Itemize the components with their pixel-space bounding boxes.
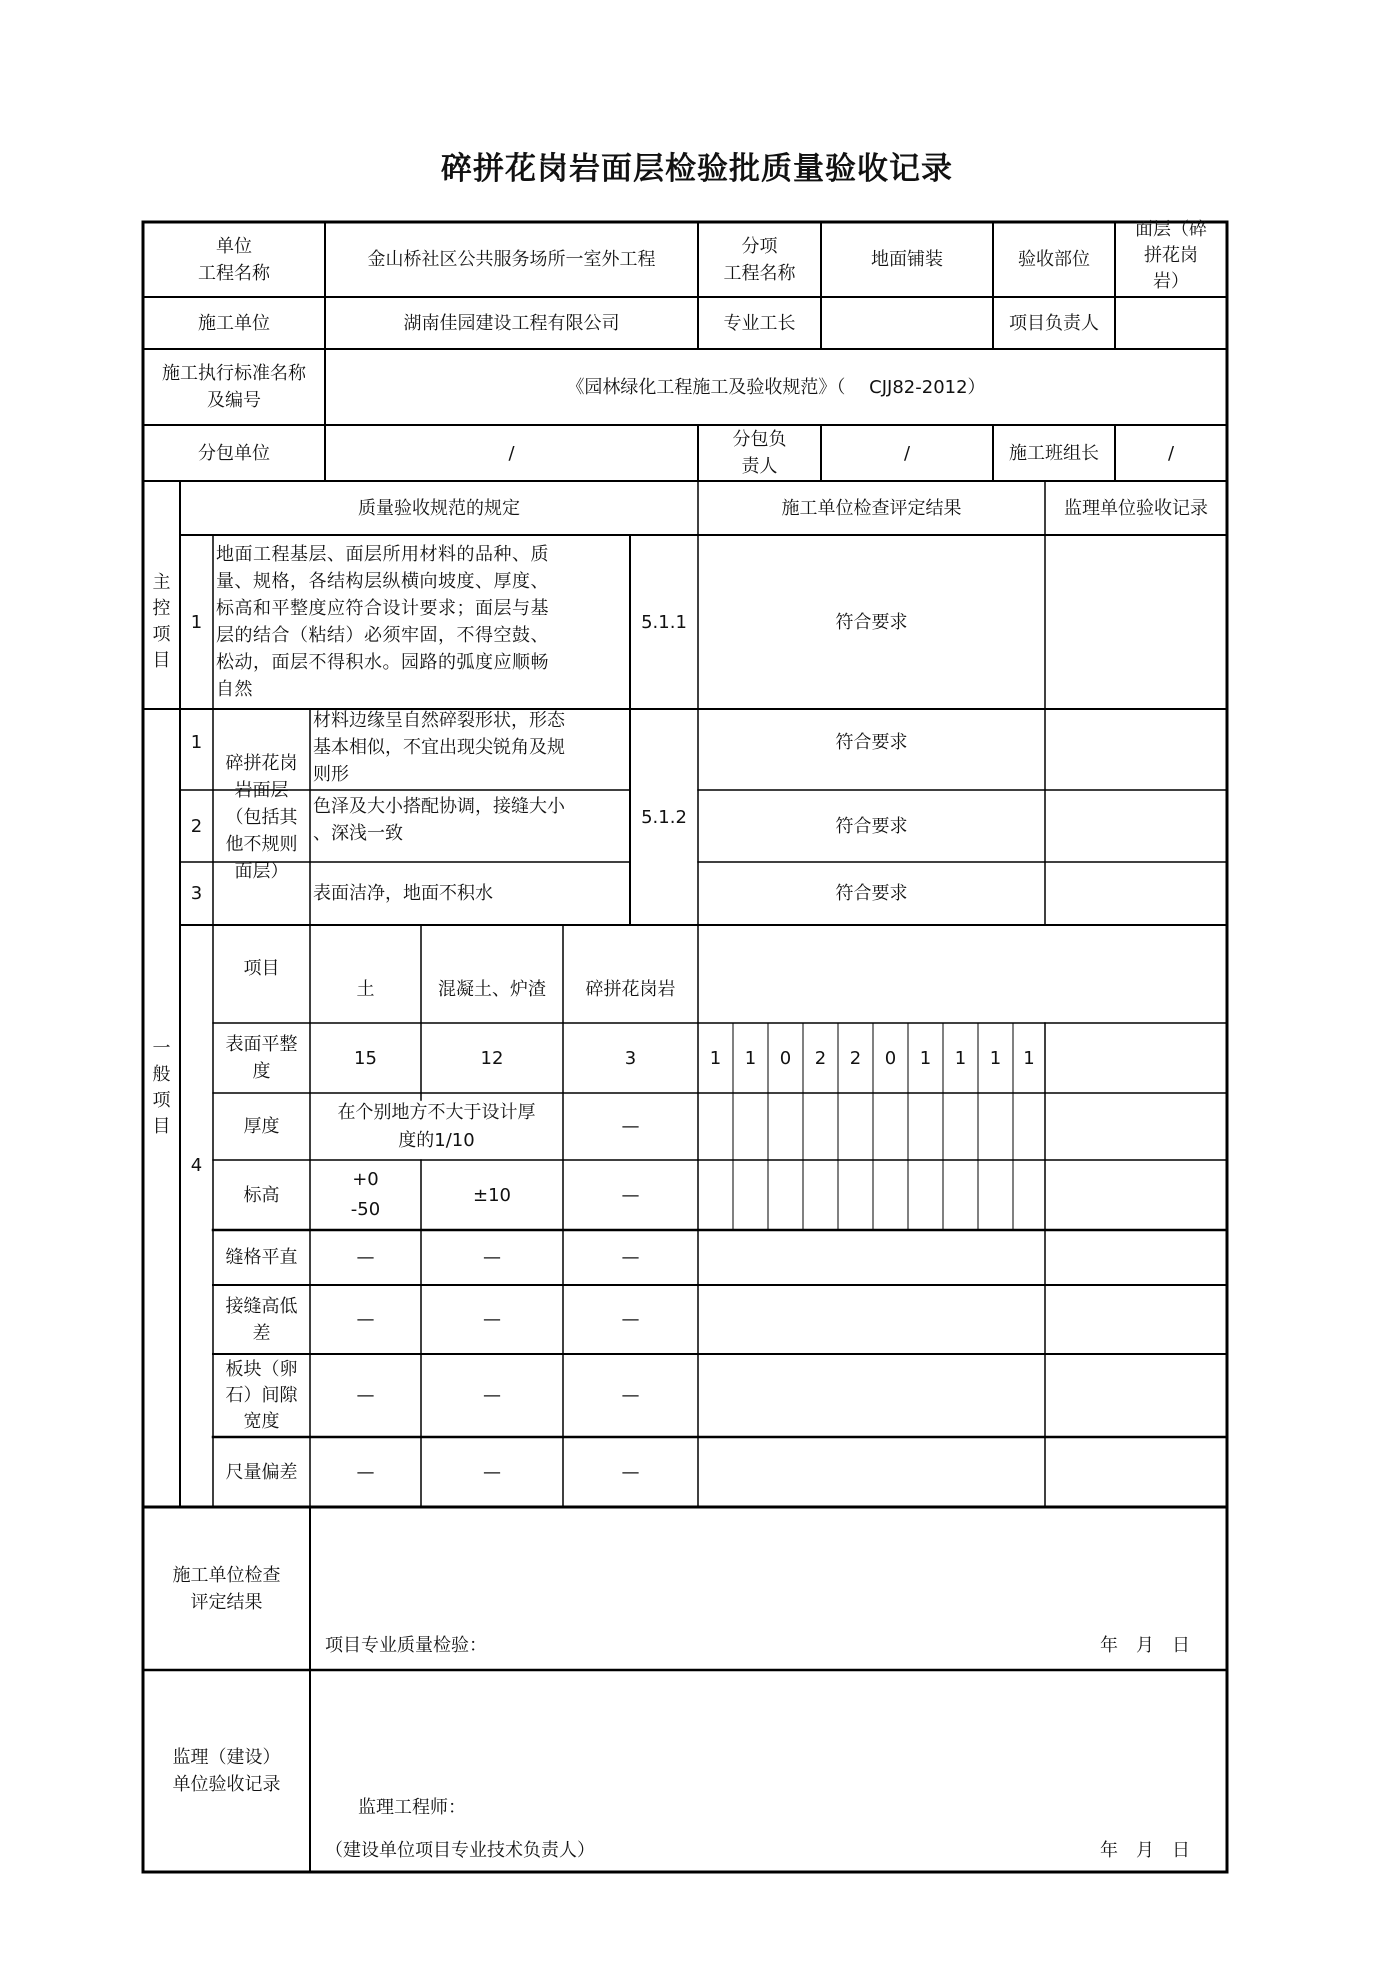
deviation-row-name: 标高 <box>243 1184 280 1206</box>
deviation-header-item: 项目 <box>243 958 280 979</box>
deviation-granite-value: — <box>621 1309 640 1330</box>
general-item-result: 符合要求 <box>835 815 908 837</box>
measurement-value: 1 <box>1023 1047 1035 1069</box>
spec-header: 质量验收规范的规定 <box>358 497 520 519</box>
deviation-row-name: 缝格平直 <box>225 1247 298 1268</box>
subcontractor-responsible-label: 分包负 责人 <box>732 429 787 477</box>
deviation-row-name: 尺量偏差 <box>225 1461 298 1483</box>
general-item-no: 2 <box>190 815 203 837</box>
deviation-header-soil: 土 <box>356 979 375 1000</box>
main-control-label: 主 控 项 目 <box>152 572 171 671</box>
project-manager-value <box>1115 297 1227 349</box>
owner-technical-lead-label: （建设单位项目专业技术负责人） <box>325 1839 595 1861</box>
deviation-granite-value: — <box>621 1461 640 1483</box>
deviation-granite-value: — <box>621 1116 640 1137</box>
measurement-value: 0 <box>884 1047 897 1069</box>
deviation-row-name: 厚度 <box>243 1116 280 1137</box>
team-leader-label: 施工班组长 <box>1009 442 1099 464</box>
deviation-row-name: 表面平整 度 <box>225 1034 298 1082</box>
measurement-value: 1 <box>989 1047 1002 1069</box>
measurement-value: 2 <box>849 1047 862 1069</box>
project-manager-label: 项目负责人 <box>1009 312 1099 334</box>
standard-label: 施工执行标准名称 及编号 <box>162 363 306 411</box>
supervising-engineer-label: 监理工程师： <box>358 1796 466 1818</box>
deviation-soil-value: — <box>356 1309 375 1330</box>
foreman-label: 专业工长 <box>723 312 796 334</box>
contractor-value: 湖南佳园建设工程有限公司 <box>403 312 620 334</box>
general-clause: 5.1.2 <box>641 806 687 828</box>
deviation-soil-value: — <box>356 1461 375 1483</box>
main-control-text: 地面工程基层、面层所用材料的品种、质 量、规格，各结构层纵横向坡度、厚度、 标高和平整度应符合设计要求；面层与基 层的结合（粘结）必须牢固，不得空鼓、 松动，面层不得积水。园路的弧度应顺畅 自然 <box>216 544 549 700</box>
main-control-no: 1 <box>190 611 203 633</box>
measurement-value: 1 <box>954 1047 967 1069</box>
supervisor-record-label: 监理（建设） 单位验收记录 <box>172 1747 281 1795</box>
general-item-text: 表面洁净，地面不积水 <box>313 883 493 904</box>
general-group-label: 碎拼花岗 岩面层 （包括其 他不规则 面层） <box>225 752 298 882</box>
page-title: 碎拼花岗岩面层检验批质量验收记录 <box>441 151 953 187</box>
subcontractor-value: / <box>508 442 515 464</box>
deviation-granite-value: — <box>621 1184 640 1206</box>
acceptance-part-label: 验收部位 <box>1018 249 1090 270</box>
supervisor-record-header: 监理单位验收记录 <box>1064 497 1208 519</box>
general-items-label: 一 般 项 目 <box>152 1038 171 1137</box>
deviation-thickness-spec: 在个别地方不大于设计厚 度的1/10 <box>337 1101 536 1151</box>
deviation-concrete-value: — <box>483 1247 501 1268</box>
deviation-soil-value: +0 -50 <box>350 1169 381 1220</box>
general-item-text: 色泽及大小搭配协调，接缝大小 、深浅一致 <box>313 796 565 844</box>
deviation-header-concrete: 混凝土、炉渣 <box>438 979 546 1000</box>
deviation-granite-value: — <box>621 1385 640 1406</box>
deviation-header-granite: 碎拼花岗岩 <box>585 979 676 1000</box>
contractor-evaluation-label: 施工单位检查 评定结果 <box>172 1564 281 1613</box>
foreman-value <box>821 297 993 349</box>
unit-project-label: 单位 工程名称 <box>198 235 270 284</box>
acceptance-part-value: 面层（碎 拼花岗 岩） <box>1135 218 1207 292</box>
subcontractor-label: 分包单位 <box>198 442 270 464</box>
team-leader-value: / <box>1167 442 1175 464</box>
unit-project-value: 金山桥社区公共服务场所一室外工程 <box>367 249 656 270</box>
deviation-concrete-value: ±10 <box>473 1184 511 1206</box>
supervisor-date: 年 月 日 <box>1100 1839 1190 1861</box>
deviation-row-name: 接缝高低 差 <box>225 1295 298 1344</box>
deviation-granite-value: — <box>621 1247 640 1268</box>
main-control-clause: 5.1.1 <box>641 611 687 633</box>
subcontractor-responsible-value: / <box>903 442 911 464</box>
measurement-value: 1 <box>709 1047 722 1069</box>
contractor-label: 施工单位 <box>198 312 270 334</box>
sub-project-label: 分项 工程名称 <box>723 235 796 284</box>
deviation-item-no: 4 <box>190 1154 203 1176</box>
deviation-concrete-value: — <box>483 1461 501 1483</box>
general-item-result: 符合要求 <box>835 731 908 753</box>
measurement-value: 0 <box>779 1047 792 1069</box>
deviation-soil-value: — <box>356 1247 375 1268</box>
measurement-value: 2 <box>814 1047 827 1069</box>
general-item-text: 材料边缘呈自然碎裂形状，形态 基本相似，不宜出现尖锐角及规 则形 <box>313 710 565 785</box>
deviation-concrete-value: 12 <box>480 1047 504 1069</box>
sub-project-value: 地面铺装 <box>871 249 943 270</box>
general-item-no: 1 <box>190 731 203 753</box>
general-item-no: 3 <box>190 883 203 904</box>
deviation-row-name: 板块（卵 石）间隙 宽度 <box>225 1358 298 1432</box>
main-control-result: 符合要求 <box>835 611 908 633</box>
deviation-concrete-value: — <box>483 1385 501 1406</box>
general-item-result: 符合要求 <box>835 883 908 904</box>
contractor-date: 年 月 日 <box>1100 1634 1190 1656</box>
measurement-value: 1 <box>919 1047 932 1069</box>
quality-inspector-signature-label: 项目专业质量检验： <box>325 1634 487 1656</box>
deviation-soil-value: — <box>356 1385 375 1406</box>
deviation-soil-value: 15 <box>354 1047 377 1069</box>
deviation-granite-value: 3 <box>624 1047 637 1069</box>
standard-value: 《园林绿化工程施工及验收规范》（ CJJ82-2012） <box>566 376 986 398</box>
measurement-value: 1 <box>744 1047 757 1069</box>
contractor-result-header: 施工单位检查评定结果 <box>781 497 962 519</box>
deviation-concrete-value: — <box>483 1309 501 1330</box>
